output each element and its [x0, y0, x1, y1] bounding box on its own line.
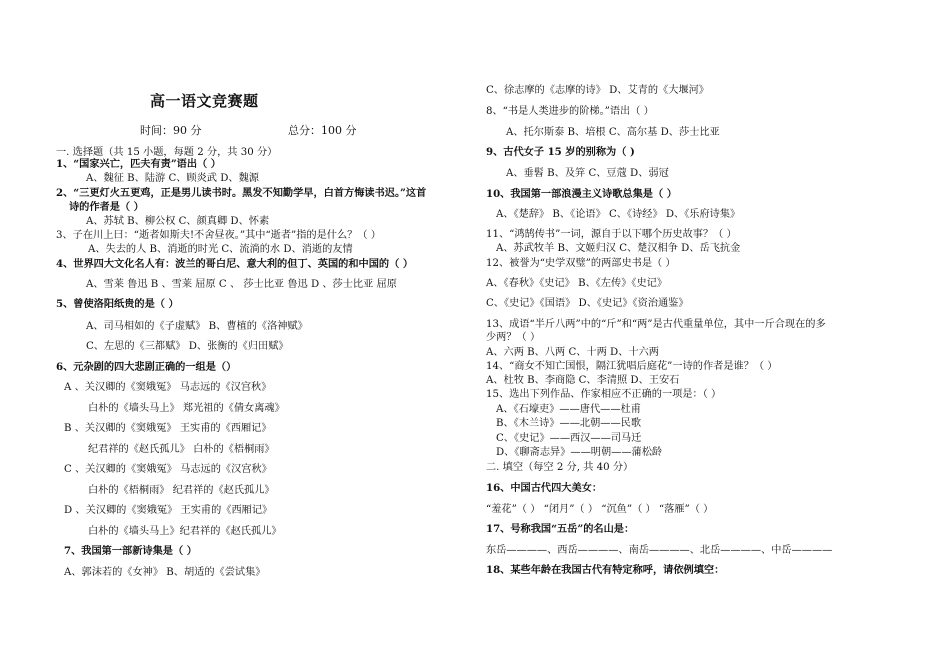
- question-text: 16、中国古代四大美女：: [486, 482, 603, 494]
- question-text: 3、子在川上曰：“逝者如斯夫!不舍昼夜。”其中“逝者”指的是什么？（ ）: [56, 230, 381, 241]
- question-text: 18、某些年龄在我国古代有特定称呼，请依例填空：: [486, 564, 725, 576]
- question-text: 6、元杂剧的四大悲剧正确的一组是（）: [56, 361, 237, 373]
- answer-options: B、《木兰诗》——北朝——民歌: [496, 418, 642, 429]
- fill-in-blanks: 东岳————、西岳————、南岳————、北岳————、中岳————: [486, 545, 833, 556]
- question-text: 4、世界四大文化名人有：波兰的哥白尼、意大利的但丁、英国的和中国的（ ）: [56, 258, 414, 270]
- answer-options: C 、关汉卿的《窦娥冤》 马志远的《汉宫秋》: [64, 464, 272, 475]
- question-text: 14、“商女不知亡国恨，隔江犹唱后庭花”一诗的作者是谁？（ ）: [486, 361, 778, 372]
- answer-options: 白朴的《梧桐雨》 纪君祥的《赵氏孤儿》: [88, 485, 275, 496]
- answer-options: A、《石壕吏》——唐代——杜甫: [496, 404, 641, 415]
- question-text: 9、古代女子 15 岁的别称为（ ): [486, 146, 635, 158]
- exam-title: 高一语文竞赛题: [150, 92, 259, 110]
- answer-options: C、徐志摩的《志摩的诗》 D、艾青的《大堰河》: [486, 85, 709, 96]
- question-text: 7、我国第一部新诗集是（ ）: [64, 545, 197, 557]
- answer-options: A、郭沫若的《女神》 B、胡适的《尝试集》: [64, 567, 266, 578]
- question-text: 1、“国家兴亡，匹夫有责”语出（ ）: [56, 158, 221, 170]
- section-heading: 二. 填空（每空 2 分, 共 40 分）: [486, 462, 634, 473]
- answer-options: C、左思的《三都赋》 D、张衡的《归田赋》: [86, 341, 289, 352]
- question-text: 11、“鸿鹄传书”一词，源自于以下哪个历史故事？（ ）: [486, 229, 737, 240]
- answer-options: B 、关汉卿的《窦娥冤》 王实甫的《西厢记》: [64, 423, 272, 434]
- answer-options: A、六两 B、八两 C、十两 D、十六两: [486, 347, 659, 358]
- answer-options: D 、关汉卿的《窦娥冤》 王实甫的《西厢记》: [64, 505, 273, 516]
- question-text: 15、选出下列作品、作家相应不正确的一项是：（ ）: [486, 389, 722, 400]
- question-text: 13、成语“半斤八两”中的“斤”和“两”是古代重量单位，其中一斤合现在的多: [486, 319, 826, 330]
- answer-options: A、托尔斯泰 B、培根 C、高尔基 D、莎士比亚: [506, 127, 720, 138]
- question-text: 10、我国第一部浪漫主义诗歌总集是（ ）: [486, 188, 677, 200]
- answer-options: C、《史记》——西汉——司马迁: [496, 433, 642, 444]
- answer-options: 纪君祥的《赵氏孤儿》 白朴的《梧桐雨》: [88, 444, 275, 455]
- answer-options: A、失去的人 B、消逝的时光 C、流淌的水 D、消逝的友情: [88, 244, 353, 255]
- question-text: 2、“三更灯火五更鸡，正是男儿读书时。黑发不知勤学早，白首方悔读书迟。”这首: [56, 187, 427, 199]
- answer-options: A、苏轼 B、柳公权 C、颜真卿 D、怀素: [86, 216, 270, 227]
- question-text: 8、“书是人类进步的阶梯。”语出（ ）: [486, 106, 654, 117]
- answer-options: A、司马相如的《子虚赋》 B、曹植的《洛神赋》: [86, 321, 308, 332]
- question-text: 诗的作者是（ ）: [69, 201, 144, 213]
- fill-in-blanks: “羞花”（ ） “闭月”（ ） “沉鱼”（ ） “落雁”（ ）: [486, 504, 714, 515]
- answer-options: A 、关汉卿的《窦娥冤》 马志远的《汉宫秋》: [64, 382, 272, 393]
- question-text: 少两？（ ）: [486, 332, 541, 343]
- answer-options: A、雪莱 鲁迅 B 、雪莱 屈原 C 、 莎士比亚 鲁迅 D 、莎士比亚 屈原: [86, 279, 397, 290]
- section-heading: 一. 选择题（共 15 小题，每题 2 分，共 30 分）: [56, 147, 278, 158]
- answer-options: 白朴的《墙头马上》纪君祥的《赵氏孤儿》: [88, 526, 282, 537]
- question-text: 5、曾使洛阳纸贵的是（ ）: [56, 298, 179, 310]
- answer-options: C、《史记》《国语》 D、《史记》《资治通鉴》: [486, 298, 689, 309]
- question-text: 17、号称我国“五岳”的名山是：: [486, 523, 635, 535]
- exam-total-score: 总分：100 分: [288, 124, 357, 137]
- answer-options: A、《楚辞》 B、《论语》 C、《诗经》 D、《乐府诗集》: [496, 209, 741, 220]
- answer-options: 白朴的《墙头马上》 郑光祖的《倩女离魂》: [88, 403, 285, 414]
- answer-options: A、魏征 B、陆游 C、顾炎武 D、魏源: [86, 173, 259, 184]
- answer-options: A、垂髫 B、及笄 C、豆蔻 D、弱冠: [506, 168, 669, 179]
- answer-options: A、《春秋》《史记》 B、《左传》《史记》: [486, 278, 668, 289]
- answer-options: A、杜牧 B、李商隐 C、李清照 D、王安石: [486, 375, 680, 386]
- question-text: 12、被誉为“史学双璧”的两部史书是（ ）: [486, 258, 676, 269]
- answer-options: D、《聊斋志异》——明朝——蒲松龄: [496, 447, 663, 458]
- answer-options: A、苏武牧羊 B、文姬归汉 C、楚汉相争 D、岳飞抗金: [496, 243, 741, 254]
- exam-time: 时间：90 分: [140, 124, 202, 137]
